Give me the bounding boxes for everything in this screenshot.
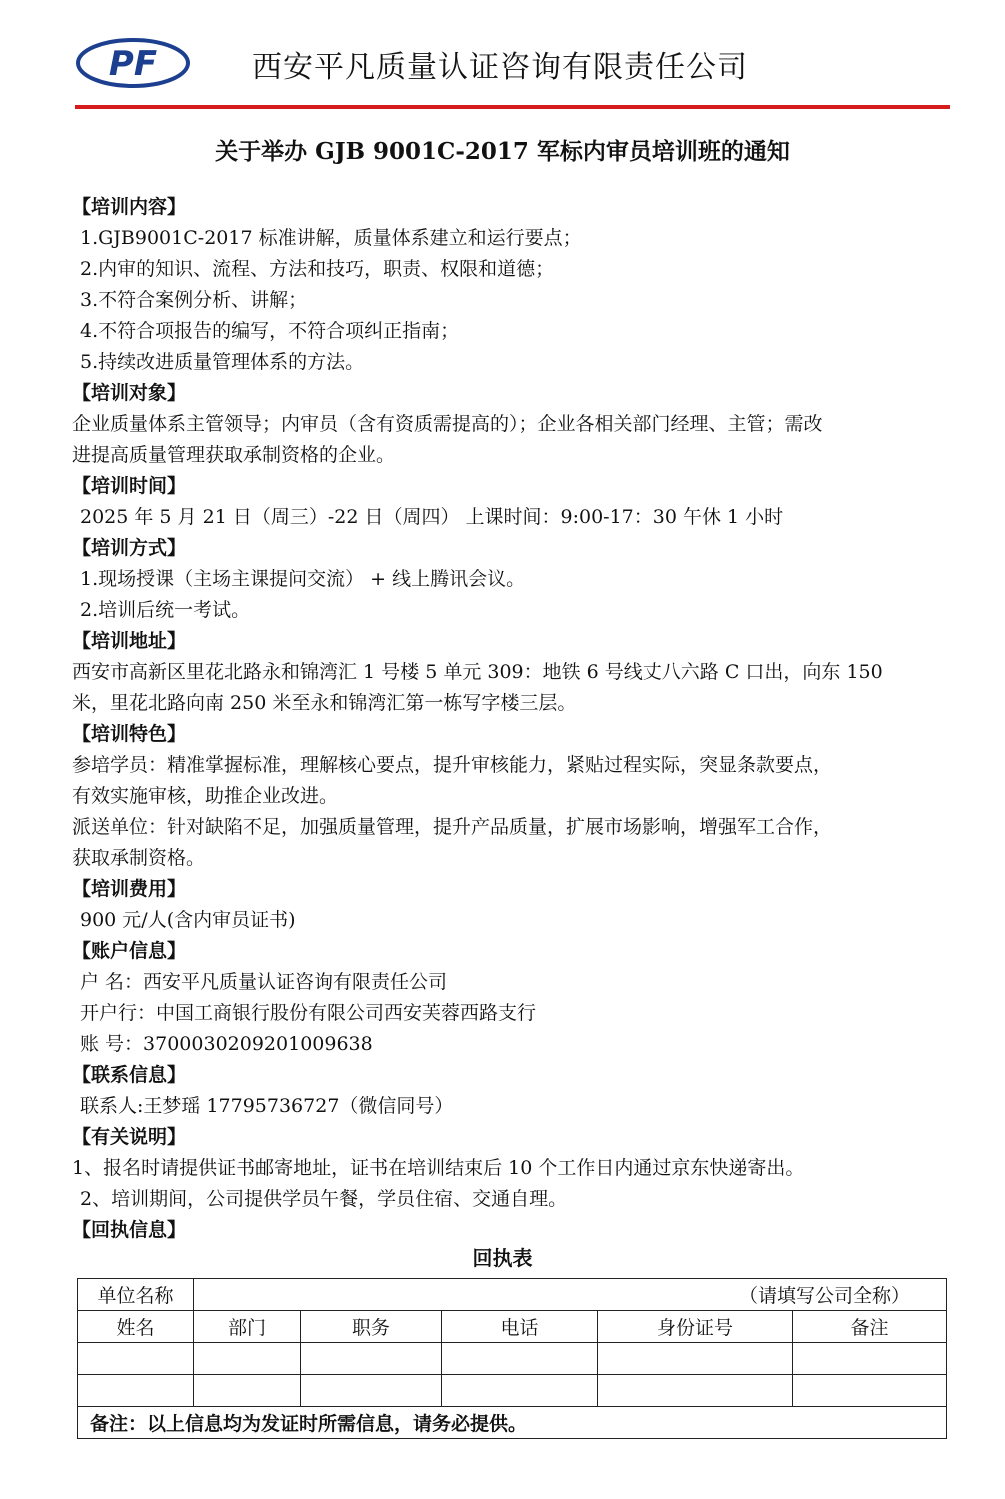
section-heading: 【培训对象】 xyxy=(72,382,187,404)
section-heading: 【培训时间】 xyxy=(72,475,187,497)
receipt-title: 回执表 xyxy=(472,1246,533,1270)
section-line: 联系人:王梦瑶 17795736727（微信同号） xyxy=(80,1095,454,1117)
id-number-cell[interactable] xyxy=(598,1375,793,1407)
section-line: 2.培训后统一考试。 xyxy=(80,599,251,621)
company-name: 西安平凡质量认证咨询有限责任公司 xyxy=(252,50,748,85)
unit-name-field[interactable]: （请填写公司全称） xyxy=(194,1279,947,1311)
section-line: 参培学员：精准掌握标准，理解核心要点，提升审核能力，紧贴过程实际，突显条款要点， xyxy=(72,754,833,776)
section-line: 3.不符合案例分析、讲解； xyxy=(80,289,308,311)
pf-logo xyxy=(75,37,191,89)
notice-title: 关于举办 GJB 9001C-2017 军标内审员培训班的通知 xyxy=(215,138,790,165)
svg-text:PF: PF xyxy=(108,44,158,84)
section-heading: 【联系信息】 xyxy=(72,1064,187,1086)
section-heading: 【回执信息】 xyxy=(72,1219,187,1241)
section-heading: 【培训特色】 xyxy=(72,723,187,745)
section-line: 米，里花北路向南 250 米至永和锦湾汇第一栋写字楼三层。 xyxy=(72,692,577,714)
section-heading: 【培训地址】 xyxy=(72,630,187,652)
receipt-blank-row xyxy=(78,1343,947,1375)
col-remarks: 备注 xyxy=(793,1311,947,1343)
section-heading: 【培训内容】 xyxy=(72,196,187,218)
header-divider xyxy=(75,105,950,109)
unit-name-label: 单位名称 xyxy=(78,1279,194,1311)
section-line: 获取承制资格。 xyxy=(72,847,206,869)
section-heading: 【账户信息】 xyxy=(72,940,187,962)
department-cell[interactable] xyxy=(194,1375,301,1407)
section-line: 派送单位：针对缺陷不足，加强质量管理，提升产品质量，扩展市场影响，增强军工合作， xyxy=(72,816,833,838)
section-line: 2、培训期间，公司提供学员午餐，学员住宿、交通自理。 xyxy=(80,1188,568,1210)
section-line: 有效实施审核，助推企业改进。 xyxy=(72,785,339,807)
section-line: 企业质量体系主管领导；内审员（含有资质需提高的）；企业各相关部门经理、主管；需改 xyxy=(72,413,823,435)
receipt-header-row xyxy=(78,1311,947,1343)
remarks-cell[interactable] xyxy=(793,1343,947,1375)
position-cell[interactable] xyxy=(301,1343,442,1375)
col-position: 职务 xyxy=(301,1311,442,1343)
receipt-blank-row xyxy=(78,1375,947,1407)
section-line: 进提高质量管理获取承制资格的企业。 xyxy=(72,444,396,466)
col-phone: 电话 xyxy=(442,1311,598,1343)
remarks-cell[interactable] xyxy=(793,1375,947,1407)
section-line: 1.现场授课（主场主课提问交流） + 线上腾讯会议。 xyxy=(80,568,526,590)
section-line: 2025 年 5 月 21 日（周三）-22 日（周四） 上课时间：9:00-17：30 午休 1 小时 xyxy=(80,506,784,528)
phone-cell[interactable] xyxy=(442,1343,598,1375)
section-line: 2.内审的知识、流程、方法和技巧，职责、权限和道德； xyxy=(80,258,555,280)
id-number-cell[interactable] xyxy=(598,1343,793,1375)
notice-body xyxy=(72,192,948,1246)
col-name: 姓名 xyxy=(78,1311,194,1343)
col-department: 部门 xyxy=(194,1311,301,1343)
section-line: 1.GJB9001C-2017 标准讲解，质量体系建立和运行要点； xyxy=(80,227,582,249)
col-id-number: 身份证号 xyxy=(598,1311,793,1343)
section-line: 5.持续改进质量管理体系的方法。 xyxy=(80,351,365,373)
phone-cell[interactable] xyxy=(442,1375,598,1407)
section-heading: 【培训方式】 xyxy=(72,537,187,559)
section-line: 开户行：中国工商银行股份有限公司西安芙蓉西路支行 xyxy=(80,1002,537,1024)
section-line: 西安市高新区里花北路永和锦湾汇 1 号楼 5 单元 309：地铁 6 号线丈八六路 C 口出，向东 150 xyxy=(72,661,883,683)
section-heading: 【有关说明】 xyxy=(72,1126,187,1148)
section-line: 1、报名时请提供证书邮寄地址，证书在培训结束后 10 个工作日内通过京东快递寄出。 xyxy=(72,1157,805,1179)
section-line: 4.不符合项报告的编写，不符合项纠正指南； xyxy=(80,320,460,342)
receipt-unit-row xyxy=(78,1279,947,1311)
receipt-note-row xyxy=(78,1407,947,1439)
receipt-table xyxy=(77,1278,947,1439)
name-cell[interactable] xyxy=(78,1343,194,1375)
position-cell[interactable] xyxy=(301,1375,442,1407)
receipt-note: 备注：以上信息均为发证时所需信息，请务必提供。 xyxy=(78,1407,947,1439)
name-cell[interactable] xyxy=(78,1375,194,1407)
section-line: 900 元/人(含内审员证书) xyxy=(80,909,296,931)
section-line: 户 名：西安平凡质量认证咨询有限责任公司 xyxy=(80,971,448,993)
department-cell[interactable] xyxy=(194,1343,301,1375)
section-heading: 【培训费用】 xyxy=(72,878,187,900)
section-line: 账 号：3700030209201009638 xyxy=(80,1033,373,1055)
